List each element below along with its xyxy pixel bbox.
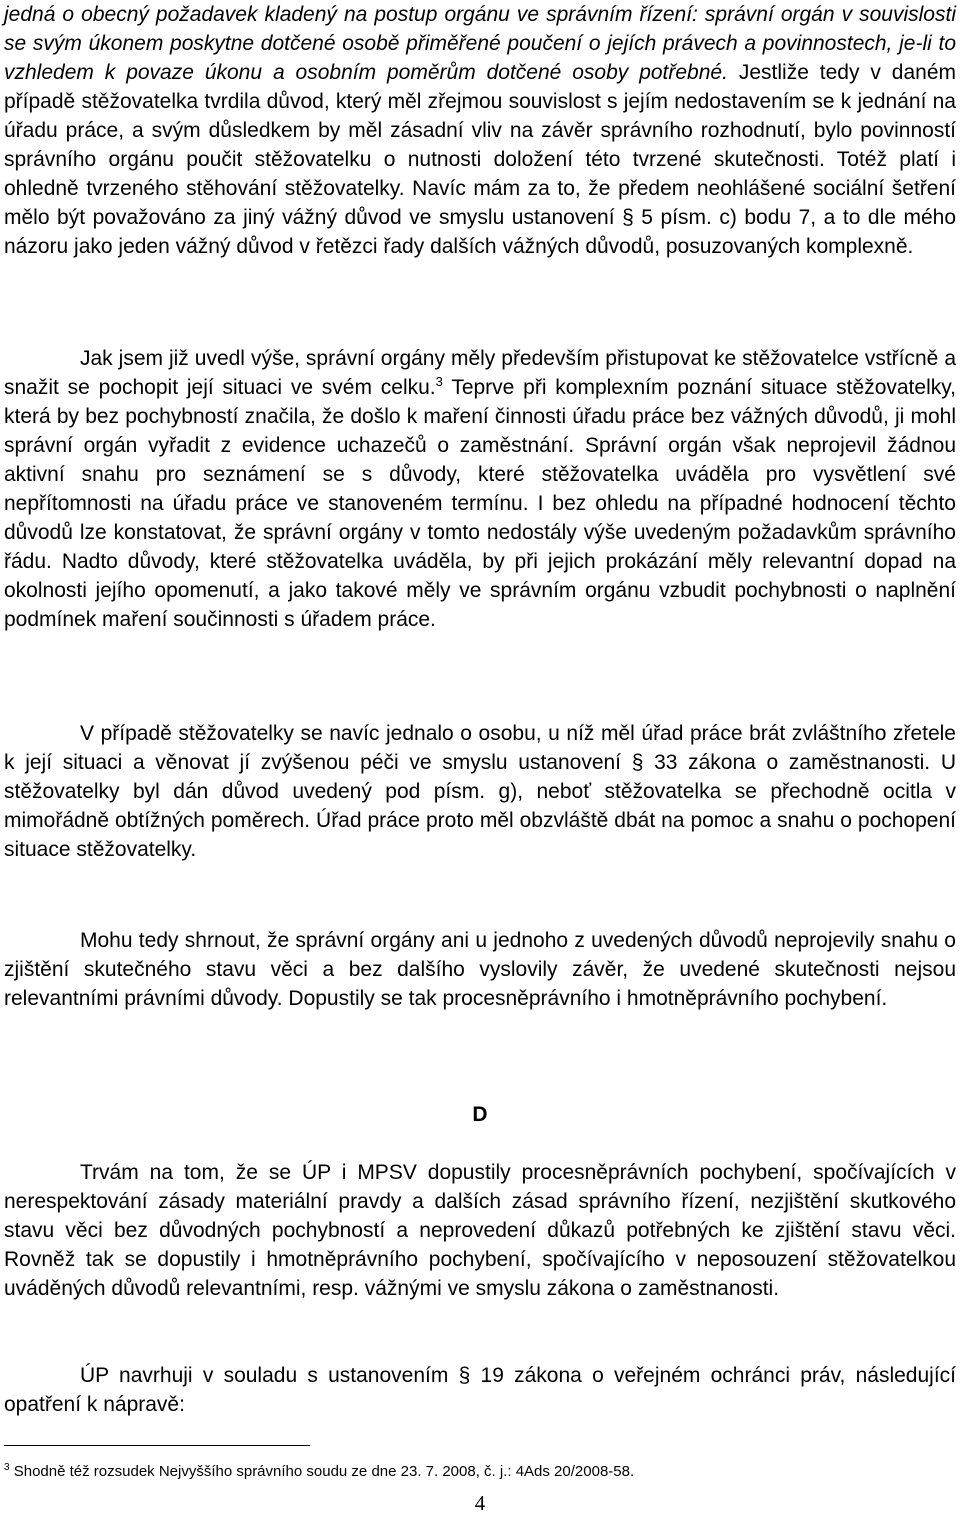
paragraph-2-text-a: Jak jsem již uvedl výše, správní orgány měly především přistupovat ke stěžovatelce vstřícně a snažit se pochopit její situaci ve svém celku. xyxy=(4,347,956,399)
footnote-number: 3 xyxy=(4,1462,10,1473)
paragraph-1 xyxy=(4,0,956,261)
paragraph-6: ÚP navrhuji v souladu s ustanovením § 19 zákona o veřejném ochránci práv, následující opatření k nápravě: xyxy=(4,1364,956,1416)
footnote-text: Shodně též rozsudek Nejvyššího správního soudu ze dne 23. 7. 2008, č. j.: 4Ads 20/2008-58. xyxy=(9,1463,635,1480)
paragraph-1-text: Jestliže tedy v daném případě stěžovatelka tvrdila důvod, který měl zřejmou souvislost s jejím nedostavením se k jednání na úřadu práce, a svým důsledkem by měl zásadní vliv na závěr správního rozhodnutí, bylo povinností správního orgánu poučit stěžovatelku o nutnosti doložení této tvrzené skutečnosti. Totéž platí i ohledně tvrzeného stěhování stěžovatelky. Navíc mám za to, že předem neohlášené sociální šetření mělo být považováno za jiný vážný důvod ve smyslu ustanovení § 5 písm. c) bodu 7, a to dle mého názoru jako jeden vážný důvod v řetězci řady dalších vážných důvodů, posuzovaných komplexně. xyxy=(4,61,957,258)
paragraph-4: Mohu tedy shrnout, že správní orgány ani u jednoho z uvedených důvodů neprojevily snahu o zjištění skutečného stavu věci a bez dalšího vyslovily závěr, že uvedené skutečnosti nejsou relevantními právními důvody. Dopustily se tak procesněprávního i hmotněprávního pochybení. xyxy=(4,929,956,1010)
section-heading: D xyxy=(472,1103,488,1126)
paragraph-3: V případě stěžovatelky se navíc jednalo o osobu, u níž měl úřad práce brát zvláštního zřetele k její situaci a věnovat jí zvýšenou péči ve smyslu ustanovení § 33 zákona o zaměstnanosti. U stěžovatelky byl dán důvod uvedený pod písm. g), neboť stěžovatelka se přechodně ocitla v mimořádně obtížných poměrech. Úřad práce proto měl obzvláště dbát na pomoc a snahu o pochopení situace stěžovatelky. xyxy=(4,722,956,861)
paragraph-2-text-b: Teprve při komplexním poznání situace stěžovatelky, která by bez pochybností značila, že došlo k maření činnosti úřadu práce bez vážných důvodů, ji mohl správní orgán vyřadit z evidence uchazečů o zaměstnání. Správní orgán však neprojevil žádnou aktivní snahu pro seznámení se s důvody, které stěžovatelka uváděla pro vysvětlení své nepřítomnosti na úřadu práce ve stanoveném termínu. I bez ohledu na případné hodnocení těchto důvodů lze konstatovat, že správní orgány v tomto nedostály výše uvedeným požadavkům správního řádu. Nadto důvody, které stěžovatelka uváděla, by při jejich prokázání měly relevantní dopad na okolnosti jejího opomenutí, a jako takové měly ve správním orgánu vzbudit pochybnosti o naplnění podmínek maření součinnosti s úřadem práce. xyxy=(4,376,957,631)
page-number: 4 xyxy=(474,1491,486,1515)
paragraph-2 xyxy=(4,344,956,634)
footnote-separator xyxy=(4,1445,310,1446)
paragraph-5: Trvám na tom, že se ÚP i MPSV dopustily procesněprávních pochybení, spočívajících v nerespektování zásady materiální pravdy a dalších zásad správního řízení, nezjištění skutkového stavu věci bez důvodných pochybností a neprovedení důkazů potřebných ke zjištění stavu věci. Rovněž tak se dopustily i hmotněprávního pochybení, spočívajícího v neposouzení stěžovatelkou uváděných důvodů relevantními, resp. vážnými ve smyslu zákona o zaměstnanosti. xyxy=(4,1161,956,1300)
footnote-reference: 3 xyxy=(435,374,443,389)
paragraph-1-italic: jedná o obecný požadavek kladený na postup orgánu ve správním řízení: správní orgán v souvislosti se svým úkonem poskytne dotčené osobě přiměřené poučení o jejích právech a povinnostech, je-li to vzhledem k povaze úkonu a osobním poměrům dotčené osoby potřebné. xyxy=(4,3,956,84)
footnote xyxy=(4,1458,956,1482)
